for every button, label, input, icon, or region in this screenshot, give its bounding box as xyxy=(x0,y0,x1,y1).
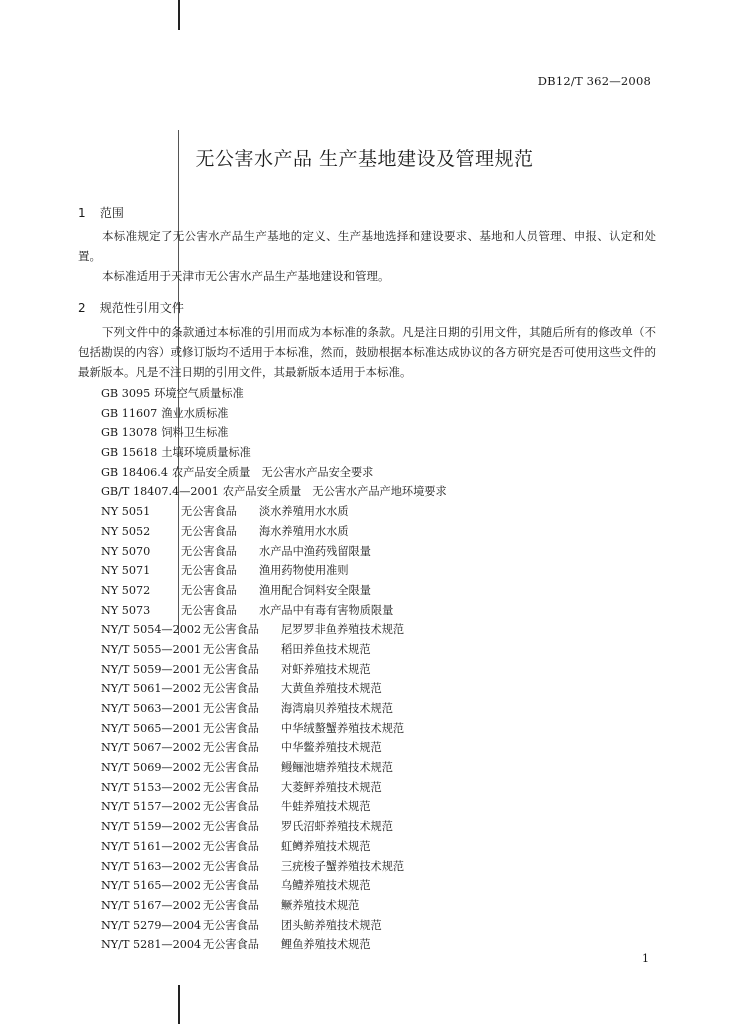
reference-code: GB 11607 xyxy=(101,406,158,420)
reference-title: 三疣梭子蟹养殖技术规范 xyxy=(281,859,405,873)
reference-title: 大黄鱼养殖技术规范 xyxy=(281,682,382,696)
reference-code: NY/T 5153—2002 xyxy=(101,780,202,794)
reference-item xyxy=(101,404,661,424)
reference-category: 无公害食品 xyxy=(181,583,237,597)
reference-code: NY/T 5055—2001 xyxy=(101,642,202,656)
section-title: 范围 xyxy=(99,206,124,220)
reference-category: 无公害食品 xyxy=(181,564,237,578)
reference-category: 无公害食品 xyxy=(181,505,237,519)
reference-item xyxy=(101,837,661,857)
reference-item xyxy=(101,935,661,955)
reference-item xyxy=(101,443,661,463)
standard-code: DB12/T 362—2008 xyxy=(537,74,651,88)
section-heading-normative-references xyxy=(78,299,184,316)
reference-item xyxy=(101,719,661,739)
reference-category: 无公害食品 xyxy=(203,761,259,775)
reference-category: 无公害食品 xyxy=(181,603,237,617)
reference-item xyxy=(101,857,661,877)
section-heading-scope xyxy=(78,204,124,221)
reference-item xyxy=(101,581,661,601)
reference-code: NY/T 5167—2002 xyxy=(101,898,202,912)
reference-code: NY/T 5279—2004 xyxy=(101,918,202,932)
reference-category: 无公害食品 xyxy=(203,898,259,912)
reference-category: 无公害食品 xyxy=(203,800,259,814)
reference-category: 无公害食品 xyxy=(203,623,259,637)
reference-title: 海水养殖用水水质 xyxy=(259,524,349,538)
reference-item xyxy=(101,817,661,837)
reference-item xyxy=(101,758,661,778)
reference-title: 渔用配合饲料安全限量 xyxy=(259,583,371,597)
reference-title: 尼罗罗非鱼养殖技术规范 xyxy=(281,623,405,637)
reference-category: 无公害食品 xyxy=(203,938,259,952)
scan-artifact-line xyxy=(178,985,180,1024)
reference-item xyxy=(101,876,661,896)
reference-title: 渔业水质标准 xyxy=(161,406,229,420)
reference-item xyxy=(101,896,661,916)
section-title: 规范性引用文件 xyxy=(99,301,184,315)
page-title: 无公害水产品 生产基地建设及管理规范 xyxy=(195,148,534,170)
reference-item xyxy=(101,601,661,621)
reference-title: 水产品中有毒有害物质限量 xyxy=(259,603,394,617)
reference-title: 罗氏沼虾养殖技术规范 xyxy=(281,820,393,834)
reference-item xyxy=(101,463,661,483)
reference-code: NY/T 5165—2002 xyxy=(101,879,202,893)
section-number: 2 xyxy=(78,301,86,315)
reference-category: 无公害食品 xyxy=(203,682,259,696)
reference-title: 团头鲂养殖技术规范 xyxy=(281,918,382,932)
reference-code: NY/T 5157—2002 xyxy=(101,800,202,814)
reference-title: 中华鳖养殖技术规范 xyxy=(281,741,382,755)
reference-title: 环境空气质量标准 xyxy=(154,387,244,400)
scope-applicability-paragraph: 本标准适用于天津市无公害水产品生产基地建设和管理。 xyxy=(102,269,390,283)
reference-code: NY 5071 xyxy=(101,564,151,578)
reference-code: NY/T 5069—2002 xyxy=(101,761,202,775)
reference-code: NY/T 5065—2001 xyxy=(101,721,202,735)
reference-title: 农产品安全质量 无公害水产品产地环境要求 xyxy=(222,485,447,499)
reference-code: GB 13078 xyxy=(101,426,158,440)
reference-code: NY 5051 xyxy=(101,505,151,519)
reference-category: 无公害食品 xyxy=(203,721,259,735)
reference-item xyxy=(101,916,661,936)
reference-category: 无公害食品 xyxy=(203,859,259,873)
reference-item xyxy=(101,423,661,443)
reference-title: 土壤环境质量标准 xyxy=(161,446,251,460)
reference-code: NY 5073 xyxy=(101,603,151,617)
reference-title: 虹鳟养殖技术规范 xyxy=(281,839,371,853)
reference-item xyxy=(101,482,661,502)
reference-item xyxy=(101,620,661,640)
reference-code: NY/T 5054—2002 xyxy=(101,623,202,637)
reference-item xyxy=(101,699,661,719)
reference-item xyxy=(101,738,661,758)
reference-item xyxy=(101,502,661,522)
reference-title: 海湾扇贝养殖技术规范 xyxy=(281,702,393,715)
reference-code: NY/T 5059—2001 xyxy=(101,662,202,676)
reference-code: GB 18406.4 xyxy=(101,465,168,479)
reference-title: 鳗鲡池塘养殖技术规范 xyxy=(281,761,393,775)
scan-artifact-line xyxy=(178,0,180,30)
reference-category: 无公害食品 xyxy=(181,524,237,538)
reference-category: 无公害食品 xyxy=(181,544,237,558)
reference-code: GB 3095 xyxy=(101,387,151,400)
reference-code: NY 5072 xyxy=(101,583,151,597)
reference-category: 无公害食品 xyxy=(203,918,259,932)
reference-title: 农产品安全质量 无公害水产品安全要求 xyxy=(171,465,374,479)
reference-title: 饲料卫生标准 xyxy=(161,426,229,440)
reference-title: 牛蛙养殖技术规范 xyxy=(281,800,371,814)
reference-code: GB/T 18407.4—2001 xyxy=(101,485,219,499)
reference-list xyxy=(101,384,661,955)
reference-item xyxy=(101,542,661,562)
reference-code: NY/T 5281—2004 xyxy=(101,938,202,952)
references-intro-paragraph: 下列文件中的条款通过本标准的引用而成为本标准的条款。凡是注日期的引用文件，其随后所有的修改单（不包括勘误的内容）或修订版均不适用于本标准，然而，鼓励根据本标准达成协议的各方研究是否可使用这些文件的最新版本。凡是不注日期的引用文件，其最新版本适用于本标准。 xyxy=(78,325,656,379)
reference-title: 大菱鲆养殖技术规范 xyxy=(281,780,382,794)
reference-code: GB 15618 xyxy=(101,446,158,460)
section-number: 1 xyxy=(78,206,86,220)
reference-title: 水产品中渔药残留限量 xyxy=(259,544,371,558)
reference-code: NY/T 5161—2002 xyxy=(101,839,202,853)
reference-category: 无公害食品 xyxy=(203,642,259,656)
reference-title: 稻田养鱼技术规范 xyxy=(281,642,371,656)
reference-item xyxy=(101,797,661,817)
reference-code: NY/T 5063—2001 xyxy=(101,702,202,715)
reference-code: NY 5052 xyxy=(101,524,151,538)
reference-item xyxy=(101,384,661,404)
reference-code: NY/T 5067—2002 xyxy=(101,741,202,755)
reference-title: 对虾养殖技术规范 xyxy=(281,662,371,676)
reference-category: 无公害食品 xyxy=(203,839,259,853)
reference-title: 淡水养殖用水水质 xyxy=(259,505,349,519)
reference-category: 无公害食品 xyxy=(203,780,259,794)
reference-code: NY/T 5159—2002 xyxy=(101,820,202,834)
reference-category: 无公害食品 xyxy=(203,879,259,893)
reference-code: NY/T 5163—2002 xyxy=(101,859,202,873)
reference-category: 无公害食品 xyxy=(203,741,259,755)
reference-code: NY/T 5061—2002 xyxy=(101,682,202,696)
reference-title: 鲤鱼养殖技术规范 xyxy=(281,938,371,952)
reference-title: 鳜养殖技术规范 xyxy=(281,898,360,912)
reference-item xyxy=(101,561,661,581)
reference-title: 渔用药物使用准则 xyxy=(259,564,349,578)
scope-paragraph: 本标准规定了无公害水产品生产基地的定义、生产基地选择和建设要求、基地和人员管理、申报、认定和处置。 xyxy=(78,229,656,263)
reference-title: 中华绒螯蟹养殖技术规范 xyxy=(281,721,405,735)
reference-category: 无公害食品 xyxy=(203,662,259,676)
reference-code: NY 5070 xyxy=(101,544,151,558)
reference-item xyxy=(101,640,661,660)
reference-item xyxy=(101,660,661,680)
reference-title: 乌鳢养殖技术规范 xyxy=(281,879,371,893)
reference-category: 无公害食品 xyxy=(203,702,259,715)
reference-item xyxy=(101,679,661,699)
page-number: 1 xyxy=(642,952,649,965)
reference-category: 无公害食品 xyxy=(203,820,259,834)
reference-item xyxy=(101,778,661,798)
reference-item xyxy=(101,522,661,542)
